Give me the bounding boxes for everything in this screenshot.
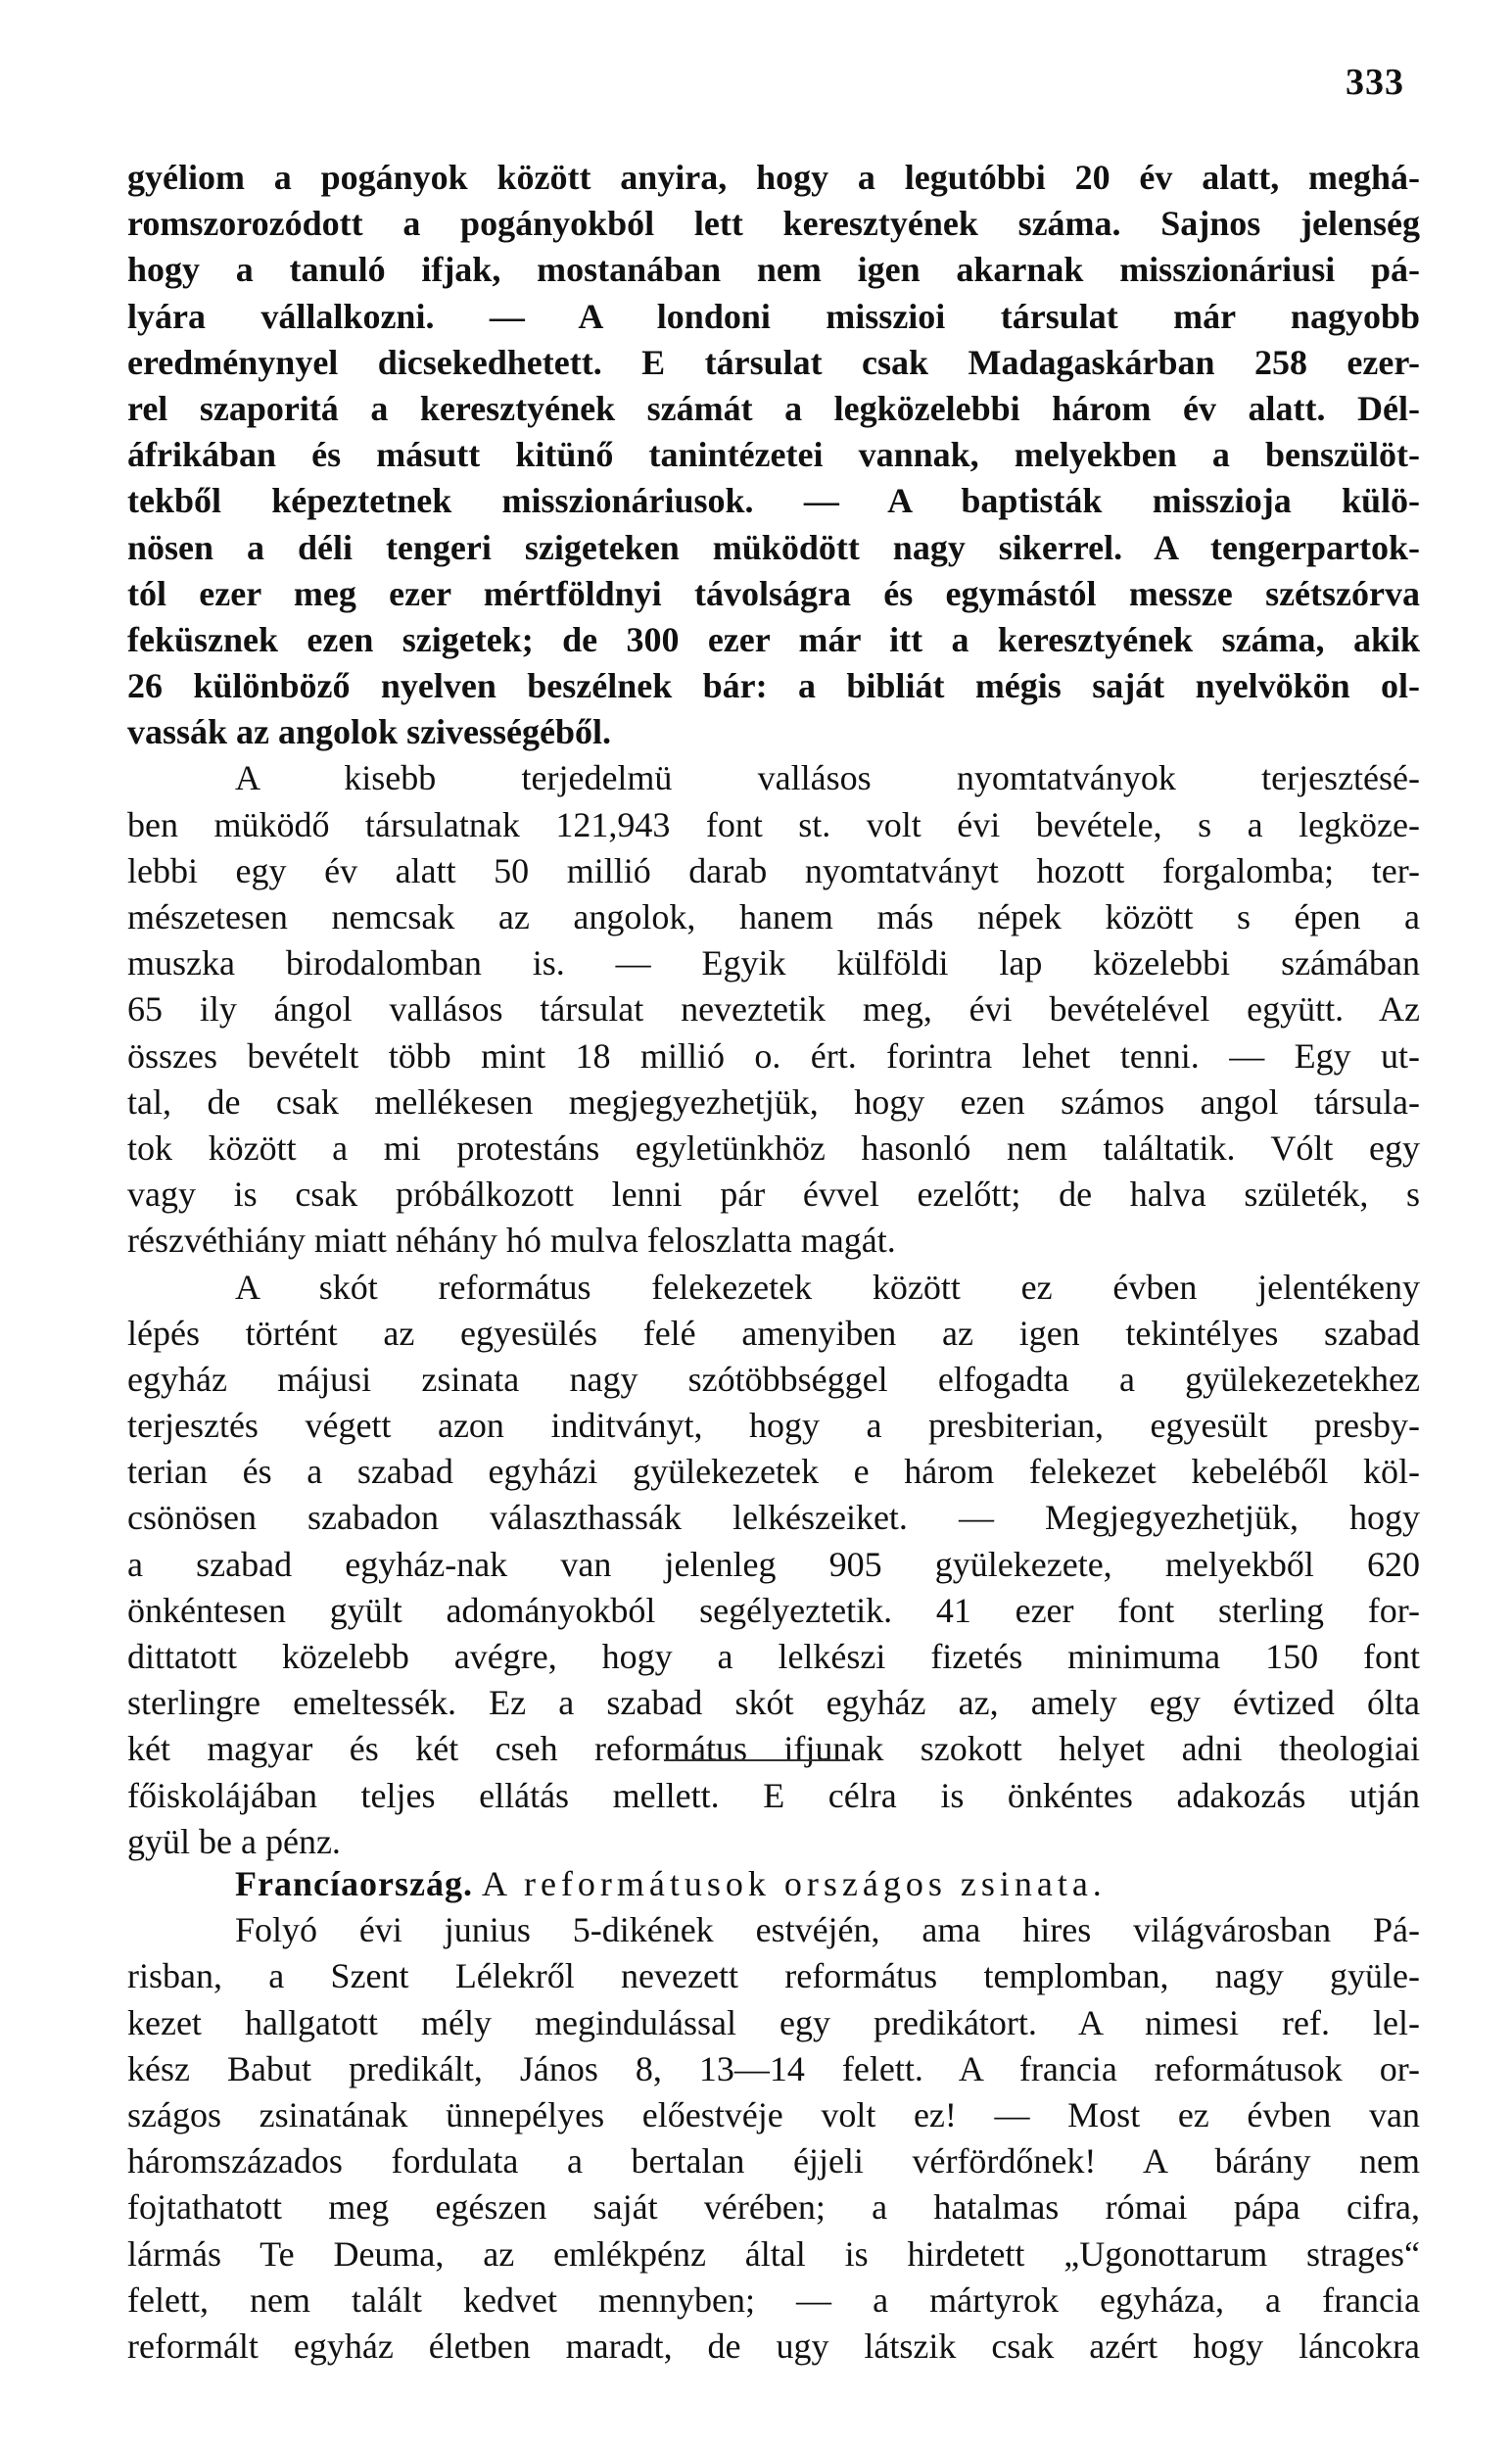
- text-line: dittatott közelebb avégre, hogy a lelkészi fizetés minimuma 150 font: [127, 1637, 1420, 1676]
- text-line: áfrikában és másutt kitünő tanintézetei vannak, melyekben a benszülöt-: [127, 435, 1420, 475]
- main-text-block: [127, 155, 1420, 1865]
- section-heading-line: [127, 1861, 1420, 1907]
- text-line: tól ezer meg ezer mértföldnyi távolságra és egymástól messze szétszórva: [127, 573, 1420, 613]
- text-line: feküsznek ezen szigetek; de 300 ezer már itt a keresztyének száma, akik: [127, 619, 1420, 659]
- text-line: terian és a szabad egyházi gyülekezetek e három felekezet kebeléből köl-: [127, 1452, 1420, 1492]
- text-line: A skót református felekezetek között ez évben jelentékeny: [235, 1267, 1420, 1307]
- text-line: rel szaporitá a keresztyének számát a legközelebbi három év alatt. Dél-: [127, 388, 1420, 428]
- text-line: lépés történt az egyesülés felé amenyiben az igen tekintélyes szabad: [127, 1313, 1420, 1353]
- text-line: egyház májusi zsinata nagy szótöbbséggel elfogadta a gyülekezetekhez: [127, 1359, 1420, 1399]
- text-line: kész Babut predikált, János 8, 13—14 felett. A francia reformátusok or-: [127, 2048, 1420, 2088]
- text-line: 65 ily ángol vallásos társulat neveztetik meg, évi bevételével együtt. Az: [127, 989, 1420, 1030]
- paragraph-tract-societies: [127, 755, 1420, 1264]
- text-line: csönösen szabadon választhassák lelkészeiket. — Megjegyezhetjük, hogy: [127, 1498, 1420, 1538]
- text-line: hogy a tanuló ifjak, mostanában nem igen akarnak misszionáriusi pá-: [127, 250, 1420, 290]
- section-france: [127, 1861, 1420, 2370]
- text-line: mészetesen nemcsak az angolok, hanem más népek között s épen a: [127, 897, 1420, 936]
- text-line: ben müködő társulatnak 121,943 font st. volt évi bevétele, s a legköze-: [127, 804, 1420, 844]
- text-line: szágos zsinatának ünnepélyes előestvéje volt ez! — Most ez évben van: [127, 2094, 1420, 2134]
- text-line: gyéliom a pogányok között anyira, hogy a legutóbbi 20 év alatt, meghá-: [127, 158, 1420, 197]
- text-line: háromszázados fordulata a bertalan éjjeli vérfördőnek! A bárány nem: [127, 2141, 1420, 2182]
- text-line: fojtathatott meg egészen saját vérében; a hatalmas római pápa cifra,: [127, 2187, 1420, 2228]
- text-line: muszka birodalomban is. — Egyik külföldi lap közelebbi számában: [127, 943, 1420, 983]
- text-line: risban, a Szent Lélekről nevezett református templomban, nagy gyüle-: [127, 1956, 1420, 1996]
- text-line: tal, de csak mellékesen megjegyezhetjük, hogy ezen számos angol társula-: [127, 1081, 1420, 1122]
- text-line: eredménynyel dicsekedhetett. E társulat csak Madagaskárban 258 ezer-: [127, 342, 1420, 382]
- section-heading: Francíaország.: [235, 1864, 473, 1903]
- paragraph-missions: [127, 155, 1420, 755]
- text-line: a szabad egyház-nak van jelenleg 905 gyülekezete, melyekből 620: [127, 1544, 1420, 1584]
- text-line: A kisebb terjedelmü vallásos nyomtatványok terjesztésé-: [235, 758, 1420, 798]
- text-line: romszorozódott a pogányokból lett keresztyének száma. Sajnos jelenség: [127, 204, 1420, 244]
- text-line: felett, nem talált kedvet mennyben; — a mártyrok egyháza, a francia: [127, 2279, 1420, 2320]
- text-line: részvéthiány miatt néhány hó mulva feloszlatta magát.: [127, 1221, 896, 1261]
- text-line: főiskolájában teljes ellátás mellett. E célra is önkéntes adakozás utján: [127, 1775, 1420, 1815]
- text-line: 26 különböző nyelven beszélnek bár: a bibliát mégis saját nyelvökön ol-: [127, 666, 1420, 706]
- text-line: gyül be a pénz.: [127, 1821, 341, 1861]
- section-subtitle: A reformátusok országos zsinata.: [481, 1864, 1107, 1903]
- text-line: összes bevételt több mint 18 millió o. ért. forintra lehet tenni. — Egy ut-: [127, 1035, 1420, 1076]
- text-line: nösen a déli tengeri szigeteken müködött nagy sikerrel. A tengerpartok-: [127, 527, 1420, 567]
- text-line: sterlingre emeltessék. Ez a szabad skót egyház az, amely egy évtized ólta: [127, 1683, 1420, 1723]
- text-line: reformált egyház életben maradt, de ugy látszik csak azért hogy láncokra: [127, 2326, 1420, 2366]
- text-line: vagy is csak próbálkozott lenni pár évvel ezelőtt; de halva születék, s: [127, 1175, 1420, 1215]
- paragraph-scottish-reformed: [127, 1265, 1420, 1865]
- text-line: két magyar és két cseh református ifjunak szokott helyet adni theologiai: [127, 1729, 1420, 1769]
- text-line: tekből képeztetnek misszionáriusok. — A baptisták misszioja külö-: [127, 481, 1420, 521]
- text-line: kezet hallgatott mély megindulással egy predikátort. A nimesi ref. lel-: [127, 2002, 1420, 2042]
- text-line: Folyó évi junius 5-dikének estvéjén, ama hires világvárosban Pá-: [235, 1910, 1420, 1950]
- text-line: tok között a mi protestáns egyletünkhöz hasonló nem találtatik. Vólt egy: [127, 1127, 1420, 1168]
- section-divider: [664, 1759, 850, 1761]
- page-number: 333: [1346, 62, 1404, 103]
- text-line: lyára vállalkozni. — A londoni misszioi társulat már nagyobb: [127, 296, 1420, 336]
- text-line: önkéntesen gyült adományokból segélyeztetik. 41 ezer font sterling for-: [127, 1590, 1420, 1630]
- text-line: lebbi egy év alatt 50 millió darab nyomtatványt hozott forgalomba; ter-: [127, 850, 1420, 890]
- text-line: lármás Te Deuma, az emlékpénz által is hirdetett „Ugonottarum strages“: [127, 2233, 1420, 2274]
- text-line: terjesztés végett azon inditványt, hogy a presbiterian, egyesült presby-: [127, 1406, 1420, 1446]
- text-line: vassák az angolok szivességéből.: [127, 712, 612, 752]
